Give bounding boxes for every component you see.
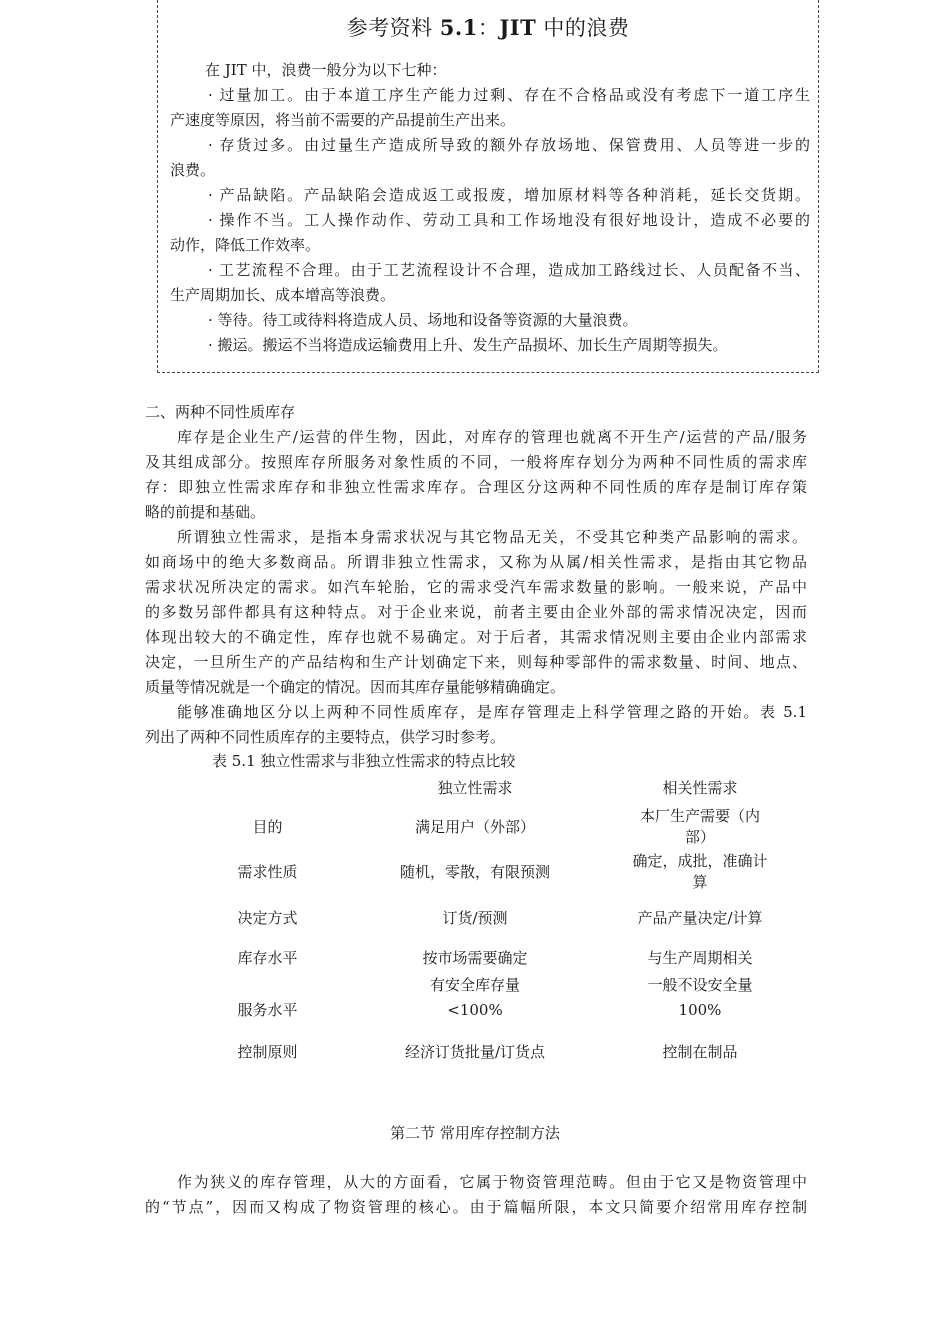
table-row: [215, 972, 770, 997]
reference-title-jit: JIT: [499, 15, 537, 40]
paragraph-line: 需求状况所决定的需求。如汽车轮胎，它的需求受汽车需求数量的影响。一般来说，产品中: [145, 578, 807, 596]
final-paragraph: [145, 1170, 807, 1220]
waste-item-excess-inventory: · 存货过多。由过量生产造成所导致的额外存放场地、保管费用、人员等进一步的: [208, 136, 810, 154]
table-caption: 表 5.1 独立性需求与非独立性需求的特点比较: [212, 752, 516, 770]
waste-item-process-flow-cont: 生产周期加长、成本增高等浪费。: [170, 286, 396, 304]
paragraph-line: 所谓独立性需求，是指本身需求状况与其它物品无关，不受其它种类产品影响的需求。: [177, 528, 807, 546]
paragraph-line: 略的前提和基础。: [145, 503, 266, 521]
table-row: [215, 1022, 770, 1080]
table-cell: 服务水平: [237, 1001, 298, 1019]
waste-item-transport: · 搬运。搬运不当将造成运输费用上升、发生产品损坏、加长生产周期等损失。: [208, 336, 728, 354]
table-row: [215, 997, 770, 1022]
waste-item-waiting: · 等待。待工或待料将造成人员、场地和设备等资源的大量浪费。: [208, 311, 638, 329]
paragraph-line: 库存是企业生产/运营的伴生物，因此，对库存的管理也就离不开生产/运营的产品/服务: [177, 428, 807, 446]
table-cell: 本厂生产需要（内部）: [639, 807, 760, 846]
section-title: 第二节 常用库存控制方法: [390, 1124, 560, 1142]
paragraph-line: 的“节点”，因而又构成了物资管理的核心。由于篇幅所限，本文只简要介绍常用库存控制: [145, 1198, 807, 1216]
table-cell: 100%: [678, 1000, 722, 1019]
table-row: [215, 850, 770, 892]
table-cell: 确定，成批，准确计算: [632, 852, 768, 891]
waste-item-overproduction-cont: 产速度等原因，将当前不需要的产品提前生产出来。: [170, 111, 516, 129]
reference-box: [157, 0, 819, 373]
reference-title-suffix: 中的浪费: [536, 16, 630, 40]
table-cell: 与生产周期相关: [647, 948, 753, 967]
waste-item-process-flow: · 工艺流程不合理。由于工艺流程设计不合理，造成加工路线过长、人员配备不当、: [208, 261, 810, 279]
table-header-row: [215, 772, 770, 802]
reference-title-colon: ：: [477, 16, 500, 40]
paragraph-line: 列出了两种不同性质库存的主要特点，供学习时参考。: [145, 728, 506, 746]
reference-title-number: 5.1: [439, 15, 478, 40]
waste-item-improper-operation: · 操作不当。工人操作动作、劳动工具和工作场地没有很好地设计，造成不必要的: [208, 211, 810, 229]
comparison-table: [215, 772, 770, 1080]
reference-title-prefix: 参考资料: [346, 16, 440, 40]
paragraph-line: 决定，一旦所生产的产品结构和生产计划确定下来，则每种零部件的需求数量、时间、地点、: [145, 653, 807, 671]
table-header-cell: 独立性需求: [437, 778, 513, 797]
waste-item-overproduction: · 过量加工。由于本道工序生产能力过剩、存在不合格品或没有考虑下一道工序生: [208, 86, 810, 104]
table-cell: 库存水平: [237, 948, 298, 967]
table-header-cell: 相关性需求: [662, 778, 738, 797]
table-cell: 订货/预测: [442, 908, 508, 927]
reference-intro: 在 JIT 中，浪费一般分为以下七种：: [205, 61, 447, 79]
table-cell: <100%: [447, 1000, 503, 1019]
table-cell: [215, 972, 320, 997]
waste-item-improper-operation-cont: 动作，降低工作效率。: [170, 236, 321, 254]
waste-item-defects: · 产品缺陷。产品缺陷会造成返工或报废，增加原材料等各种消耗，延长交货期。: [208, 186, 810, 204]
section-heading: 二、两种不同性质库存: [145, 403, 296, 421]
table-cell: 按市场需要确定: [422, 948, 528, 967]
table-row: [215, 892, 770, 942]
paragraph-line: 体现出较大的不确定性，库存也就不易确定。对于后者，其需求情况则主要由企业内部需求: [145, 628, 807, 646]
table-cell: 需求性质: [237, 862, 298, 881]
paragraph-line: 的多数另部件都具有这种特点。对于企业来说，前者主要由企业外部的需求情况决定，因而: [145, 603, 807, 621]
table-cell: 产品产量决定/计算: [637, 908, 763, 927]
table-header-cell: [215, 772, 320, 802]
paragraph-line: 作为狭义的库存管理，从大的方面看，它属于物资管理范畴。但由于它又是物资管理中: [177, 1173, 807, 1191]
reference-title: [158, 12, 818, 42]
section-2: [145, 400, 807, 750]
paragraph-line: 存：即独立性需求库存和非独立性需求库存。合理区分这两种不同性质的库存是制订库存策: [145, 478, 807, 496]
table-row: [215, 942, 770, 972]
table-cell: 控制在制品: [662, 1042, 738, 1061]
table-cell: 控制原则: [237, 1042, 298, 1061]
table-cell: 随机，零散，有限预测: [399, 862, 550, 881]
paragraph-line: 质量等情况就是一个确定的情况。因而其库存量能够精确确定。: [145, 678, 566, 696]
paragraph-line: 及其组成部分。按照库存所服务对象性质的不同，一般将库存划分为两种不同性质的需求库: [145, 453, 807, 471]
reference-content: [170, 58, 810, 358]
table-row: [215, 802, 770, 850]
waste-item-excess-inventory-cont: 浪费。: [170, 161, 216, 179]
table-cell: 决定方式: [237, 908, 298, 927]
table-cell: 经济订货批量/订货点: [404, 1042, 546, 1061]
table-cell: 目的: [252, 817, 283, 836]
paragraph-line: 能够准确地区分以上两种不同性质库存，是库存管理走上科学管理之路的开始。表 5.1: [177, 703, 807, 721]
table-cell: 有安全库存量: [429, 976, 520, 994]
table-cell: 一般不设安全量: [647, 976, 753, 994]
paragraph-line: 如商场中的绝大多数商品。所谓非独立性需求，又称为从属/相关性需求，是指由其它物品: [145, 553, 807, 571]
table-cell: 满足用户（外部）: [414, 817, 535, 836]
